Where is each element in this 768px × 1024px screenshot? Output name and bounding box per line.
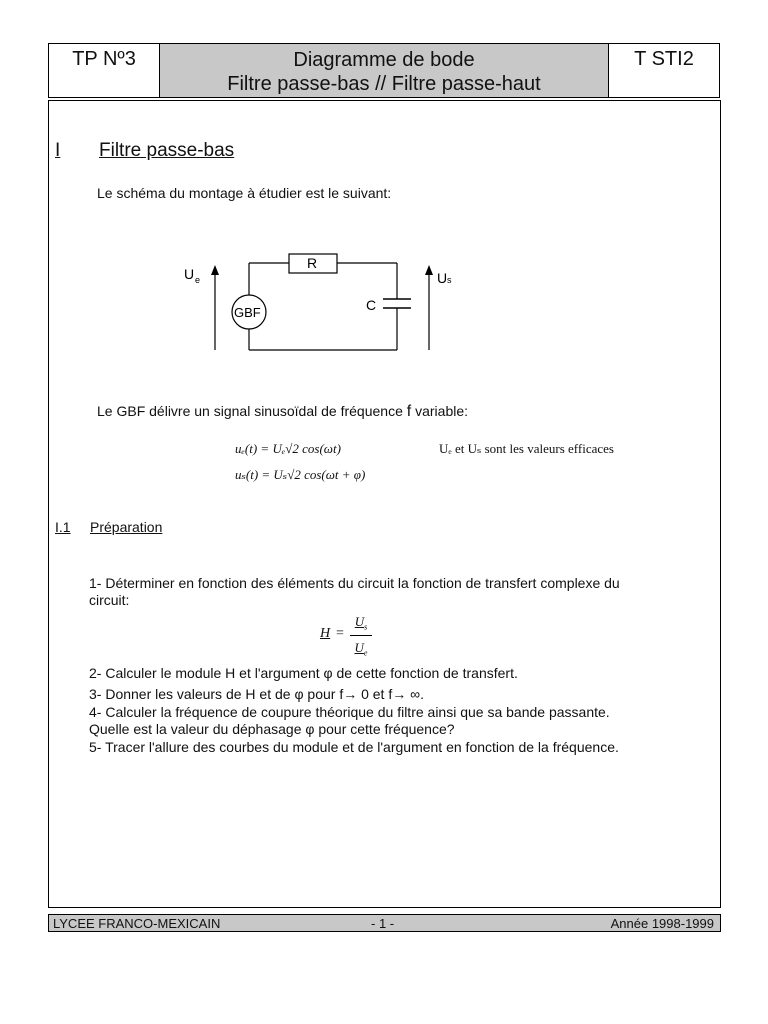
us-label-sub: s bbox=[447, 275, 452, 285]
formula-denominator bbox=[351, 640, 371, 658]
subsection-gap bbox=[78, 519, 90, 535]
gbf-text-after: variable: bbox=[411, 403, 469, 419]
formula-equals: = bbox=[336, 626, 344, 641]
question-4-line-2: Quelle est la valeur du déphasage φ pour cette fréquence? bbox=[89, 721, 455, 737]
subsection-title: Préparation bbox=[90, 519, 163, 535]
us-arrow-head bbox=[425, 265, 433, 275]
question-5: 5- Tracer l'allure des courbes du module et de l'argument en fonction de la fréquence. bbox=[89, 739, 619, 755]
gbf-label: GBF bbox=[234, 305, 261, 320]
title-line-1: Diagramme de bode bbox=[293, 49, 475, 71]
ue-arrow-head bbox=[211, 265, 219, 275]
capacitor-label: C bbox=[366, 297, 377, 313]
question-3: 3- Donner les valeurs de H et de φ pour f→ 0 et f→ ∞. bbox=[89, 686, 424, 702]
equation-us: uₛ(t) = Uₛ√2 cos(ωt + φ) bbox=[235, 467, 366, 482]
footer-page-number: - 1 - bbox=[371, 916, 395, 931]
section-title-gap bbox=[76, 140, 98, 160]
ue-label: U bbox=[184, 266, 195, 282]
class-text: T STI2 bbox=[634, 48, 694, 70]
ue-label-sub: e bbox=[195, 275, 201, 285]
title-line-2: Filtre passe-bas // Filtre passe-haut bbox=[227, 73, 541, 95]
resistor-label: R bbox=[307, 255, 318, 271]
formula-lhs: H bbox=[320, 626, 331, 641]
formula-numerator bbox=[351, 614, 371, 632]
fraction-bar bbox=[350, 635, 372, 636]
header-tp-number bbox=[48, 43, 160, 98]
intro-text: Le schéma du montage à étudier est le suivant: bbox=[97, 185, 392, 201]
question-4-line-1: 4- Calculer la fréquence de coupure théorique du filtre ainsi que sa bande passante. bbox=[89, 704, 610, 720]
header-class bbox=[608, 43, 720, 98]
gbf-text-f: f bbox=[406, 403, 412, 420]
section-number: I bbox=[55, 140, 61, 161]
equation-ue: uₑ(t) = Uₑ√2 cos(ωt) bbox=[235, 441, 341, 456]
content-frame bbox=[48, 100, 721, 908]
subsection-number: I.1 bbox=[55, 519, 71, 535]
circuit-diagram bbox=[170, 245, 450, 360]
formula-num-sub: s bbox=[364, 622, 368, 632]
equation-note: Uₑ et Uₛ sont les valeurs efficaces bbox=[439, 441, 614, 456]
section-title: Filtre passe-bas bbox=[99, 140, 235, 161]
gbf-description bbox=[97, 403, 468, 420]
question-1-line-2: circuit: bbox=[89, 592, 130, 608]
formula-num-main: U bbox=[354, 614, 365, 629]
gbf-text-before: Le GBF délivre un signal sinusoïdal de fréquence bbox=[97, 403, 407, 419]
formula-den-sub: e bbox=[363, 648, 368, 658]
footer-school: LYCEE FRANCO-MEXICAIN bbox=[53, 916, 221, 931]
formula-den-main: U bbox=[354, 640, 364, 655]
question-2: 2- Calculer le module H et l'argument φ de cette fonction de transfert. bbox=[89, 665, 518, 681]
question-1-line-1: 1- Déterminer en fonction des éléments du circuit la fonction de transfert complexe du bbox=[89, 575, 620, 591]
tp-number-text: TP Nº3 bbox=[72, 48, 136, 70]
header-title bbox=[159, 43, 609, 98]
footer-year: Année 1998-1999 bbox=[610, 916, 714, 931]
us-label: U bbox=[437, 270, 448, 286]
footer-bar bbox=[48, 914, 721, 932]
